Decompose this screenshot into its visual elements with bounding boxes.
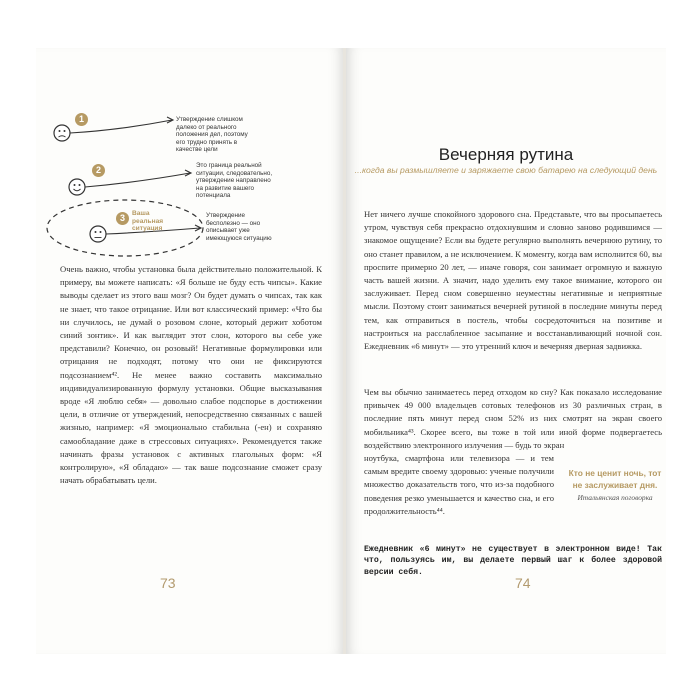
left-paragraph: Очень важно, чтобы установка была действительно положительной. К примеру, вы можете написать: «Я больше не буду есть чипсы». Какие выводы сделает из этого ваш мозг? Он будет думать о чипсах, так как не знает, что такое отрицание. Или вот классический пример: «Что бы ни случилось, не думай о розовом слоне, который держит хоботом синий зонтик». И как выглядит этот слон, которого вы себе уже представили? Конечно, он розовый! Негативные формулировки или отрицания не подходят, потому что они не фиксируются подсознанием⁴². Не менее важно составить максимально индивидуализированную формулу установки. Общие высказывания вроде «Я люблю себя» — довольно слабое подспорье в достижении цели, в отличие от утверждений, непосредственно связанных с вашей жизнью, например: «Я эмоционально стабильна (-ен) и сохраняю самообладание даже в стрессовых ситуациях». Рекомендуется также начинать фразы установок с активных глагольных форм: «Я контролирую», «Я обладаю» — так ваше подсознание сможет сразу начать обрабатывать цели. xyxy=(60,264,322,486)
quote-text: Кто не ценит ночь, тот не заслуживает дня. xyxy=(568,468,662,490)
neutral-face-icon xyxy=(90,226,106,242)
page-number-left: 73 xyxy=(160,575,176,591)
left-body-text xyxy=(60,263,322,487)
page-number-right: 74 xyxy=(515,575,531,591)
right-body-text-3 xyxy=(364,452,554,518)
section-subtitle: ...когда вы размышляете и заряжаете свою батарею на следующий день xyxy=(354,165,658,175)
real-situation-label: Ваша реальная ситуация xyxy=(132,210,164,233)
right-paragraph-2-cont: ноутбука, смартфона или телевизора — и тем самым вредите своему здоровью: ученые получили множество доказательств того, что из-за подобного поведения резко уменьшается и качество сна, и его продолжительность⁴⁴. xyxy=(364,453,554,516)
diagram-note-3: Утверждение бесполезно — оно описывает уже имеющуюся ситуацию xyxy=(206,212,272,242)
right-body-text-2 xyxy=(364,386,662,452)
right-paragraph-2: Чем вы обычно занимаетесь перед отходом ко сну? Как показало исследование привычек 49 000 владельцев сотовых телефонов из 30 различных стран, в последние пять минут перед сном 52% из них смотрят на экран своего мобильника⁴³. Скорее всего, вы тоже в той или иной форме подвергаетесь воздействию электронного излучения — будь то экран xyxy=(364,387,662,450)
section-title: Вечерняя рутина xyxy=(438,145,574,164)
diagram-note-1: Утверждение слишком далеко от реального положения дел, поэтому его трудно принять в качестве цели xyxy=(176,116,248,154)
sidebar-quote xyxy=(568,468,662,503)
step-2-badge: 2 xyxy=(92,164,105,177)
diagram-note-2: Это граница реальной ситуации, следовательно, утверждение направлено на развитие вашего потенциала xyxy=(196,162,273,200)
step-1-badge: 1 xyxy=(75,113,88,126)
quote-source: Итальянская поговорка xyxy=(577,493,653,502)
bold-paragraph: Ежедневник «6 минут» не существует в электронном виде! Так что, пользуясь им, вы делаете первый шаг к более здоровой версии себя. xyxy=(364,545,662,577)
happy-face-icon xyxy=(69,179,85,195)
right-body-text xyxy=(364,208,662,353)
right-paragraph-1: Нет ничего лучше спокойного здорового сна. Представьте, что вы просыпаетесь утром, чувствуя себя прекрасно отдохнувшим и словно заново родившимся — знакомое ощущение? Если вы будете регулярно выполнять вечернюю рутину, то оно станет правилом, а не исключением. К моменту, когда вам исполнится 60, вы проспите примерно 20 лет, — иначе говоря, сон занимает огромную и важную часть вашей жизни. А значит, надо уделить ему такое внимание, которого он заслуживает. Перед сном совершенно неуместны негативные и неприятные мысли. Поэтому стоит заниматься вечерней рутиной в последние минуты перед тем, как отправиться в постель, чтобы сосредоточиться на позитиве и настроиться на расслабленное засыпание и восстанавливающий ночной сон. Ежедневник «6 минут» — это утренний ключ и вечерняя дверная задвижка. xyxy=(364,209,662,352)
sad-face-icon xyxy=(54,125,70,141)
step-3-badge: 3 xyxy=(116,212,129,225)
